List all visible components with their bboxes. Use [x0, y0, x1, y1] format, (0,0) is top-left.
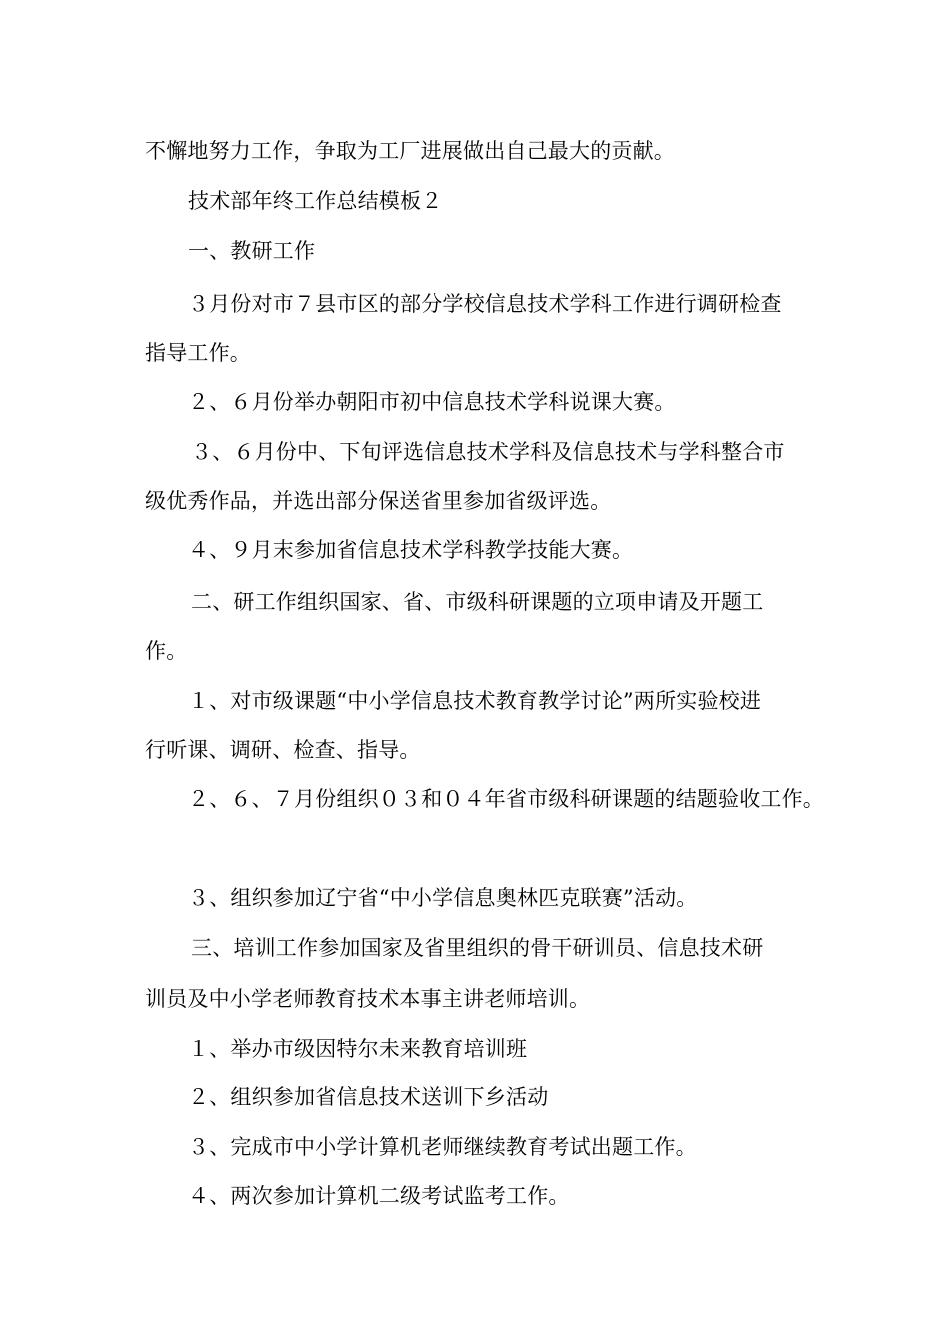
section-heading: 一、教研工作 [188, 239, 316, 263]
paragraph-line: ３、组织参加辽宁省“中小学信息奥林匹克联赛”活动。 [188, 886, 698, 910]
paragraph-line: ４、两次参加计算机二级考试监考工作。 [188, 1184, 570, 1208]
paragraph-line: ４、９月末参加省信息技术学科教学技能大赛。 [188, 538, 634, 562]
paragraph-line: ２、６月份举办朝阳市初中信息技术学科说课大赛。 [188, 390, 676, 414]
paragraph-line: 不懈地努力工作，争取为工厂进展做出自己最大的贡献。 [145, 139, 675, 163]
section-heading: 二、研工作组织国家、省、市级科研课题的立项申请及开题工 [191, 590, 764, 614]
paragraph-line: ３月份对市７县市区的部分学校信息技术学科工作进行调研检查 [188, 292, 782, 316]
paragraph-line: １、举办市级因特尔未来教育培训班 [188, 1037, 528, 1061]
paragraph-line: １、对市级课题“中小学信息技术教育教学讨论”两所实验校进 [188, 689, 762, 713]
paragraph-line: ３、６月份中、下旬评选信息技术学科及信息技术与学科整合市 [191, 440, 785, 464]
paragraph-line: ３、完成市中小学计算机老师继续教育考试出题工作。 [188, 1135, 697, 1159]
section-heading: 三、培训工作参加国家及省里组织的骨干研训员、信息技术研 [191, 936, 764, 960]
paragraph-line: ２、６、７月份组织０３和０４年省市级科研课题的结题验收工作。 [188, 787, 824, 811]
paragraph-line: ２、组织参加省信息技术送训下乡活动 [188, 1085, 549, 1109]
paragraph-line: 行听课、调研、检查、指导。 [145, 738, 421, 762]
section-title: 技术部年终工作总结模板２ [188, 189, 443, 213]
paragraph-line: 指导工作。 [145, 341, 251, 365]
paragraph-line: 级优秀作品，并选出部分保送省里参加省级评选。 [145, 489, 612, 513]
paragraph-line: 训员及中小学老师教育技术本事主讲老师培训。 [145, 987, 591, 1011]
paragraph-line: 作。 [145, 639, 188, 663]
